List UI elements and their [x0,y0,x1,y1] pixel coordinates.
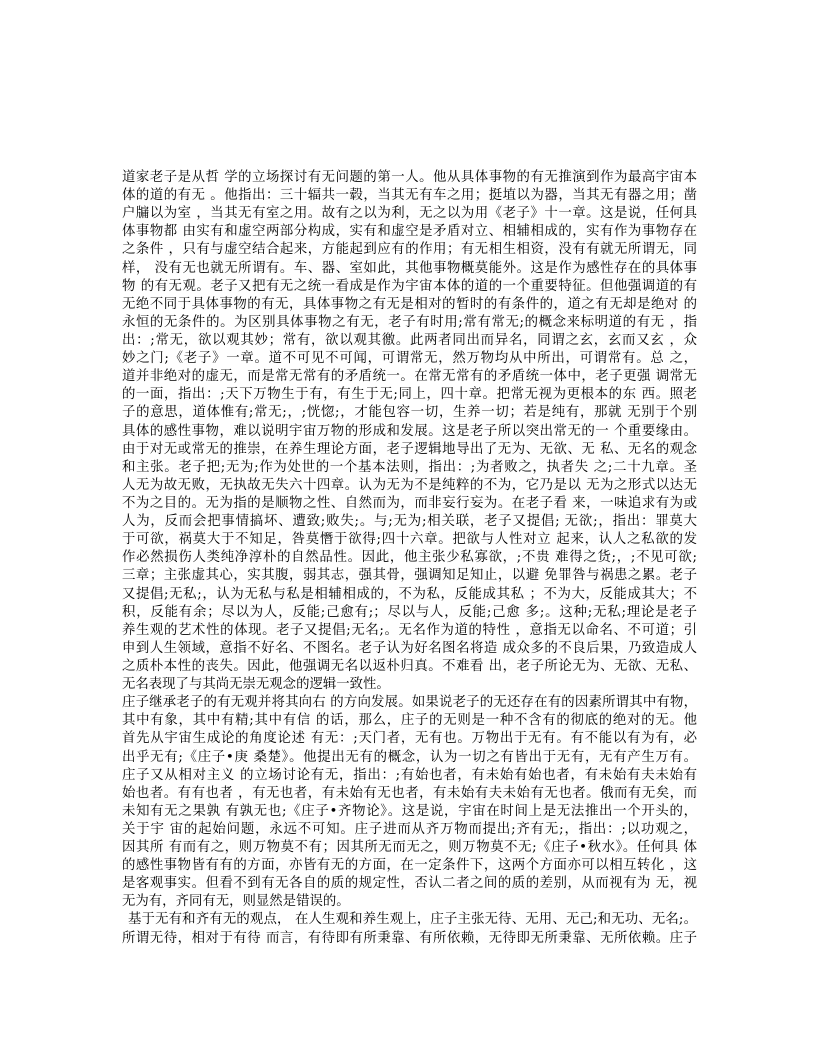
text-line: 的感性事物皆有有的方面，亦皆有无的方面，在一定条件下，这两个方面亦可以相互转化 ，这 [122,858,697,874]
text-line: 是客观事实。但看不到有无各自的质的规定性，否认二者之间的质的差别，从而视有为 无，视 [122,876,697,892]
text-line: 无绝不同于具体事物的有无，具体事物之有无是相对的暂时的有条件的，道之有无却是绝对 的 [122,296,697,312]
body-text [122,169,697,948]
text-line: 永恒的无条件的。为区别具体事物之有无，老子有时用;常有常无;的概念来标明道的有无 ，指 [122,314,697,330]
text-line: 具体的感性事物，难以说明宇宙万物的形成和发展。这是老子所以突出常无的一 个重要缘由。 [122,423,697,439]
text-line: 庄子又从相对主义 的立场讨论有无，指出：;有始也者，有未始有始也者，有未始有夫未始有 [122,767,697,783]
paragraph-zhuangzi [122,694,697,911]
text-line: 基于无有和齐有无的观点， 在人生观和养生观上，庄子主张无待、无用、无己;和无功、无名;。 [128,912,697,928]
text-line: 之条件 ，只有与虚空结合起来，方能起到应有的作用；有无相生相资，没有有就无所谓无，同 [122,242,697,258]
text-line: 首先从宇宙生成论的角度论述 有无：;天门者，无有也。万物出于无有。有不能以有为有，必 [122,731,697,747]
text-line: 无为有，齐同有无，则显然是错误的。 [122,894,350,910]
text-line: 所谓无待，相对于有待 而言，有待即有所秉靠、有所依赖，无待即无所秉靠、无所依赖。庄子 [122,930,697,946]
text-line: 体的道的有无 。他指出：三十辐共一毂，当其无有车之用；挺埴以为器，当其无有器之用；凿 [122,188,697,204]
text-line: 始也者。有有也者 ，有无也者，有未始有无也者，有未始有夫未始有无也者。俄而有无矣，而 [122,785,697,801]
text-line: 未知有无之果孰 有孰无也;《庄子•齐物论》。这是说，宇宙在时间上是无法推出一个开头的， [122,803,697,819]
text-line: 因其所 有而有之，则万物莫不有；因其所无而无之，则万物莫不无;《庄子•秋水》。任何具 体 [122,840,697,856]
text-line: 样， 没有无也就无所谓有。车、器、室如此，其他事物概莫能外。这是作为感性存在的具体事 [122,260,697,276]
text-line: 的一面，指出：;天下万物生于有，有生于无;同上，四十章。把常无视为更根本的东 西。照老 [122,387,697,403]
text-line: 体事物都 由实有和虚空两部分构成，实有和虚空是矛盾对立、相辅相成的，实有作为事物存在 [122,224,697,240]
text-line: 又提倡;无私;，认为无私与私是相辅相成的，不为私，反能成其私 ；不为大，反能成其大；不 [122,586,697,602]
text-line: 人无为故无败，无执故无失六十四章。认为无为不是纯粹的不为，它乃是以 无为之形式以达无 [122,477,697,493]
text-line: 出：;常无，欲以观其妙；常有，欲以观其徼。此两者同出而异名，同谓之玄，玄而又玄 ，众 [122,332,697,348]
text-line: 之质朴本性的丧失。因此，他强调无名以返朴归真。不难看 出，老子所论无为、无欲、无私、 [122,658,697,674]
text-line: 出乎无有;《庄子•庚 桑楚》。他提出无有的概念，认为一切之有皆出于无有，无有产生万有。 [122,749,697,765]
text-line: 关于宇 宙的起始问题，永远不可知。庄子进而从齐万物而提出;齐有无;，指出：;以功观之， [122,821,697,837]
text-line: 不为之目的。无为指的是顺物之性、自然而为，而非妄行妄为。在老子看 来，一味追求有为或 [122,495,697,511]
text-line: 其中有象，其中有精;其中有信 的话，那么，庄子的无则是一种不含有的彻底的绝对的无。他 [122,713,697,729]
text-line: 庄子继承老子的有无观并将其向右 的方向发展。如果说老子的无还存在有的因素所谓其中有物， [122,695,697,711]
text-line: 子的意思，道体惟有;常无;，;恍惚;，才能包容一切，生养一切；若是纯有，那就 无别于个别 [122,405,697,421]
paragraph-laozi [122,169,697,694]
text-line: 妙之门;《老子》一章。道不可见不可闻，可谓常无，然万物均从中所出，可谓常有。总 之， [122,351,697,367]
text-line: 由于对无或常无的推崇，在养生理论方面，老子逻辑地导出了无为、无欲、无 私、无名的观念 [122,441,697,457]
text-line: 养生观的艺术性的体现。老子又提倡;无名;。无名作为道的特性 ，意指无以命名、不可道；引 [122,622,697,638]
text-line: 无名表现了与其尚无崇无观念的逻辑一致性。 [122,677,390,693]
text-line: 物 的有无观。老子又把有无之统一看成是作为宇宙本体的道的一个重要特征。但他强调道的有 [122,278,697,294]
paragraph-wudai [122,911,697,947]
text-line: 和主张。老子把;无为;作为处世的一个基本法则，指出：;为者败之，执者失 之;二十九章。圣 [122,459,697,475]
text-line: 三章；主张虚其心，实其腹，弱其志，强其骨，强调知足知止，以避 免罪咎与祸患之累。老子 [122,568,697,584]
text-line: 于可欲，祸莫大于不知足，咎莫憯于欲得;四十六章。把欲与人性对立 起来，认人之私欲的发 [122,532,697,548]
text-line: 道并非绝对的虚无，而是常无常有的矛盾统一。在常无常有的矛盾统一体中，老子更强 调常无 [122,369,697,385]
text-line: 道家老子是从哲 学的立场探讨有无问题的第一人。他从具体事物的有无推演到作为最高宇宙本 [122,170,697,185]
text-line: 积，反能有余；尽以为人，反能;己愈有;；尽以与人，反能;己愈 多;。这种;无私;理论是老子 [122,604,697,620]
text-line: 户牖以为室 ，当其无有室之用。故有之以为利，无之以为用《老子》十一章。这是说，任何具 [122,206,697,222]
text-line: 人为，反而会把事情搞坏、遭致;败失;。与;无为;相关联，老子又提倡; 无欲;，指出：罪莫大 [122,514,697,530]
text-line: 作必然损伤人类纯净淳朴的自然品性。因此，他主张少私寡欲，;不贵 难得之货;，;不见可欲; [122,550,697,566]
text-line: 申到人生领域，意指不好名、不图名。老子认为好名图名将造 成众多的不良后果，乃致造成人 [122,640,697,656]
